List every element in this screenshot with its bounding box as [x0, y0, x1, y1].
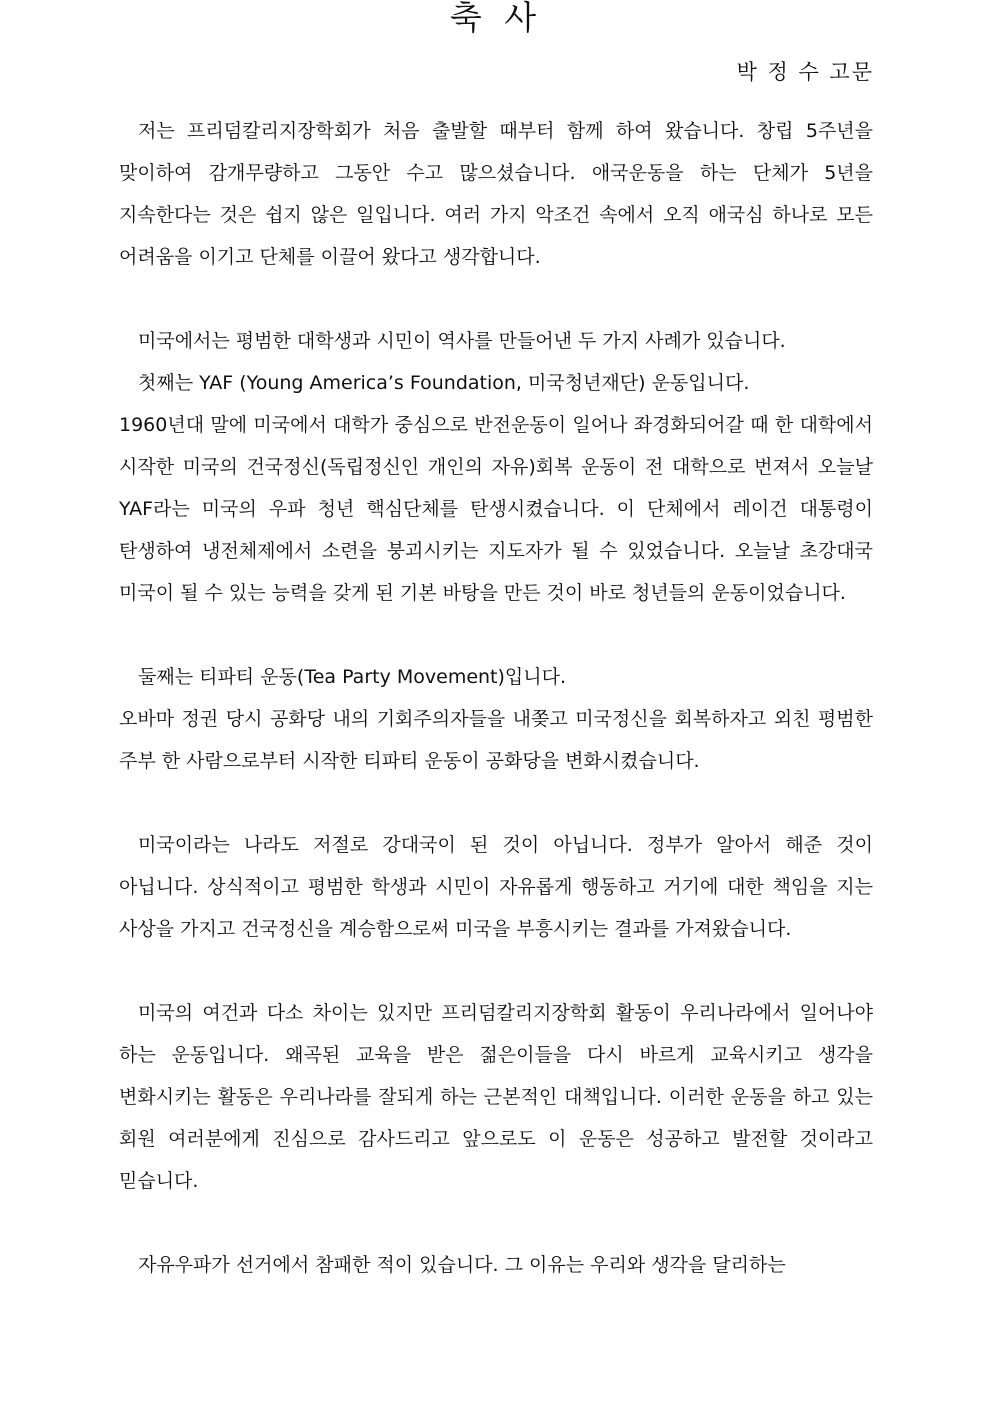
- paragraph-scholarship-activity: 미국의 여건과 다소 차이는 있지만 프리덤칼리지장학회 활동이 우리나라에서 일어나야 하는 운동입니다. 왜곡된 교육을 받은 젊은이들을 다시 바르게 교육시키고 생각을 변화시키는 활동은 우리나라를 잘되게 하는 근본적인 대책입니다. 이러한 운동을 하고 있는 회원 여러분에게 진심으로 감사드리고 앞으로도 이 운동은 성공하고 발전할 것이라고 믿습니다.: [119, 1002, 873, 1192]
- document-body: [119, 110, 873, 1286]
- paragraph-gap: [119, 1202, 873, 1244]
- paragraph-us-cases: 미국에서는 평범한 대학생과 시민이 역사를 만들어낸 두 가지 사례가 있습니다.: [138, 330, 786, 352]
- paragraph-first-case: 첫째는 YAF (Young America’s Foundation, 미국청년재단) 운동입니다.: [138, 372, 750, 394]
- paragraph-tea-party: 오바마 정권 당시 공화당 내의 기회주의자들을 내쫒고 미국정신을 회복하자고 외친 평범한 주부 한 사람으로부터 시작한 티파티 운동이 공화당을 변화시켰습니다.: [119, 708, 873, 772]
- paragraph-yaf-history: 1960년대 말에 미국에서 대학가 중심으로 반전운동이 일어나 좌경화되어갈 때 한 대학에서 시작한 미국의 건국정신(독립정신인 개인의 자유)회복 운동이 전 대학으로 번져서 오늘날 YAF라는 미국의 우파 청년 핵심단체를 탄생시켰습니다. 이 단체에서 레이건 대통령이 탄생하여 냉전체제에서 소련을 붕괴시키는 지도자가 될 수 있었습니다. 오늘날 초강대국 미국이 될 수 있는 능력을 갖게 된 기본 바탕을 만든 것이 바로 청년들의 운동이었습니다.: [119, 414, 873, 604]
- paragraph-election: 자유우파가 선거에서 참패한 적이 있습니다. 그 이유는 우리와 생각을 달리하는: [138, 1254, 786, 1276]
- paragraph-gap: [119, 950, 873, 992]
- document-title: 축 사: [449, 0, 543, 37]
- paragraph-intro: 저는 프리덤칼리지장학회가 처음 출발할 때부터 함께 하여 왔습니다. 창립 5주년을 맞이하여 감개무량하고 그동안 수고 많으셨습니다. 애국운동을 하는 단체가 5년을 지속한다는 것은 쉽지 않은 일입니다. 여러 가지 악조건 속에서 오직 애국심 하나로 모든 어려움을 이기고 단체를 이끌어 왔다고 생각합니다.: [119, 120, 873, 268]
- paragraph-gap: [119, 278, 873, 320]
- author-line: 박 정 수 고문: [736, 60, 874, 84]
- paragraph-america-lesson: 미국이라는 나라도 저절로 강대국이 된 것이 아닙니다. 정부가 알아서 해준 것이 아닙니다. 상식적이고 평범한 학생과 시민이 자유롭게 행동하고 거기에 대한 책임을 지는 사상을 가지고 건국정신을 계승함으로써 미국을 부흥시키는 결과를 가져왔습니다.: [119, 834, 873, 940]
- paragraph-gap: [119, 782, 873, 824]
- paragraph-second-case: 둘째는 티파티 운동(Tea Party Movement)입니다.: [138, 666, 567, 688]
- paragraph-gap: [119, 614, 873, 656]
